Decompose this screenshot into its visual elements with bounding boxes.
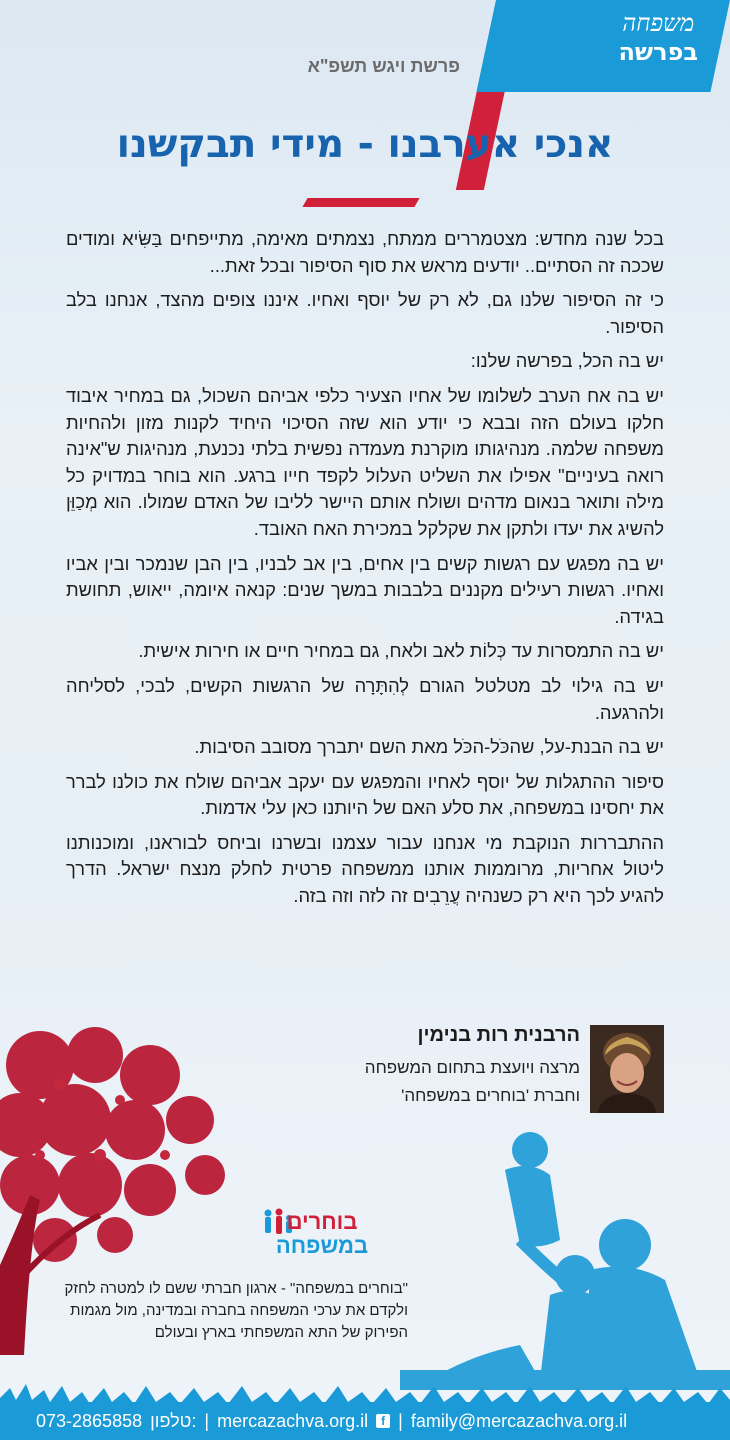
org-logo-word1: בוחרים [286,1209,358,1234]
paragraph: יש בה מפגש עם רגשות קשים בין אחים, בין אב לבניו, בין הבן שנמכר ובין אביו ואחיו. רגשות רעילים מקננים בלבבות במשך שנים: קנאה איומה, ייאוש, תחושת בגידה. [66,552,664,627]
paragraph: יש בה אח הערב לשלומו של אחיו הצעיר כלפי אביהם השכול, גם במחיר איבוד חלקו בעולם הזה ובבא כי יודע הוא שזה הסיכוי היחיד לקנות מזון ולהחיות משפחה שלמה. מנהיגותו מוקרנת מעמדה נפשית בלתי נכנעת, מנהיגות ש"אינה רואה בעיניים" אפילו את השליט העלול לקפד חייו ברגע. הוא בוחר במדויק כל מילה ותואר בנאום מדהים ושולח אותם היישר לליבו של האדם שמולו. הוא מְכַוֵּן להשיג את יעדו ולתקן את שקלקל במכירת האח האובד. [66,384,664,539]
org-description: "בוחרים במשפחה" - ארגון חברתי ששם לו למטרה לחזק ולקדם את ערכי המשפחה בחברה ובמדינה, מול מגמות הפירוק של התא המשפחתי בארץ ובעולם [64,1280,408,1341]
series-logo [618,8,698,66]
article-body [66,226,664,918]
org-logo-word2: במשפחה [275,1233,369,1258]
paragraph: ההתבררות הנוקבת מי אנחנו עבור עצמנו ובשרנו וביחס לבוראנו, ומוכנותנו ליטול אחריות, מרוממות אותנו ממשפחה פרטית לחלק מנצח ישראל. הדרך להגיע לכך היא רק כשנהיה עֲרֵבִים זה לזה וזה בזה. [66,831,664,907]
separator: | [398,1410,403,1431]
author-photo [590,1025,664,1113]
paragraph: יש בה התמסרות עד כְּלוֹת לאב ולאח, גם במחיר חיים או חירות אישית. [138,640,664,662]
website-link[interactable]: mercazachva.org.il [217,1410,369,1431]
email-link[interactable]: family@mercazachva.org.il [410,1410,628,1431]
family-silhouette-illustration [400,1120,730,1390]
org-logo [262,1210,382,1270]
paragraph: כי זה הסיפור שלנו גם, לא רק של יוסף ואחיו. איננו צופים מהצד, אנחנו בלב הסיפור. [66,289,664,337]
phone-number[interactable]: 073-2865858 [36,1410,143,1431]
paragraph: סיפור ההתגלות של יוסף לאחיו והמפגש עם יעקב אביהם שולח את כולנו לברר את יחסינו במשפחה, את סלע האם של היותנו כאן עלי אדמות. [66,770,664,819]
paragraph: יש בה הבנת-על, שהכֹּל-הכֹּל מאת השם יתברך מסובב הסיבות. [194,736,664,758]
contact-line [36,1407,706,1435]
separator: | [204,1410,210,1431]
title-underline [302,198,419,207]
footer-bar [0,1402,730,1440]
parasha-name: פרשת ויגש תשפ"א [307,56,460,76]
phone-label: טלפון: [150,1410,197,1431]
paragraph: בכל שנה מחדש: מצטמררים ממתח, נצמתים מאימה, מתייפחים בַּשִּׂיא ומודים שככה זה הסתיים.. יודעים מראש את סוף הסיפור ובכל זאת... [66,228,664,276]
logo-line1: משפחה [622,9,695,37]
author-name: הרבנית רות בנימין [417,1024,580,1046]
article-title: אנכי אערבנו - מידי תבקשנו [116,122,614,167]
logo-line2: בפרשה [618,38,698,66]
paragraph: יש בה הכל, בפרשה שלנו: [470,350,664,372]
facebook-icon[interactable]: f [376,1414,390,1428]
author-role: מרצה ויועצת בתחום המשפחה [364,1058,580,1077]
author-affiliation: וחברת 'בוחרים במשפחה' [401,1086,580,1105]
paragraph: יש בה גילוי לב מטלטל הגורם לְהִתָּרָה של הרגשות הקשים, לבכי, לסליחה ולהרגעה. [66,674,664,723]
